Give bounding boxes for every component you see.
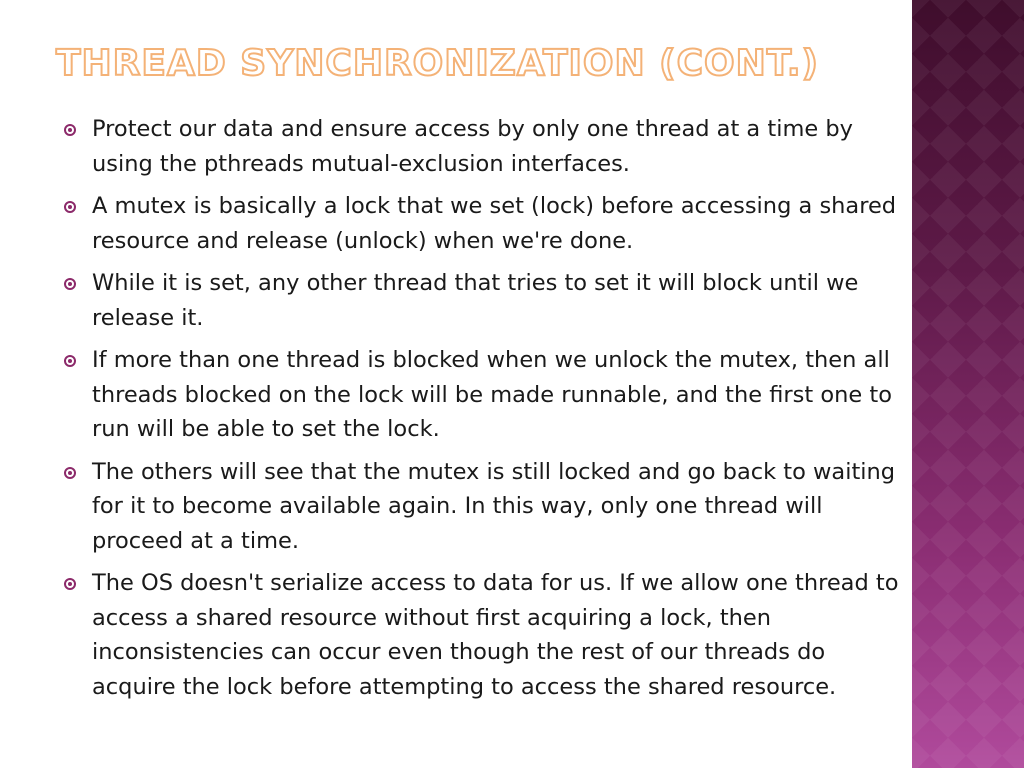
bullet-list <box>64 112 904 712</box>
bullet-item <box>64 566 904 704</box>
bullet-item <box>64 343 904 447</box>
bullet-item <box>64 112 904 181</box>
diamond-pattern <box>912 0 1024 768</box>
circle-dot-bullet-icon <box>64 124 76 136</box>
circle-dot-bullet-icon <box>64 278 76 290</box>
bullet-text: If more than one thread is blocked when we unlock the mutex, then all threads blocked on the lock will be made runnable, and the first one to run will be able to set the lock. <box>92 347 892 442</box>
slide-title: THREAD SYNCHRONIZATION (CONT.) <box>56 43 820 84</box>
side-decor-panel <box>912 0 1024 768</box>
circle-dot-bullet-icon <box>64 355 76 367</box>
bullet-text: While it is set, any other thread that tries to set it will block until we release it. <box>92 270 859 331</box>
bullet-text: Protect our data and ensure access by only one thread at a time by using the pthreads mutual-exclusion interfaces. <box>92 116 853 177</box>
bullet-item <box>64 189 904 258</box>
bullet-item <box>64 266 904 335</box>
bullet-item <box>64 455 904 559</box>
bullet-text: A mutex is basically a lock that we set (lock) before accessing a shared resource and release (unlock) when we're done. <box>92 193 897 254</box>
bullet-text: The OS doesn't serialize access to data for us. If we allow one thread to access a shared resource without first acquiring a lock, then inconsistencies can occur even though the rest of our threads do acquire the lock before attempting to access the shared resource. <box>92 570 899 700</box>
circle-dot-bullet-icon <box>64 578 76 590</box>
circle-dot-bullet-icon <box>64 201 76 213</box>
circle-dot-bullet-icon <box>64 467 76 479</box>
bullet-text: The others will see that the mutex is still locked and go back to waiting for it to become available again. In this way, only one thread will proceed at a time. <box>92 458 896 554</box>
